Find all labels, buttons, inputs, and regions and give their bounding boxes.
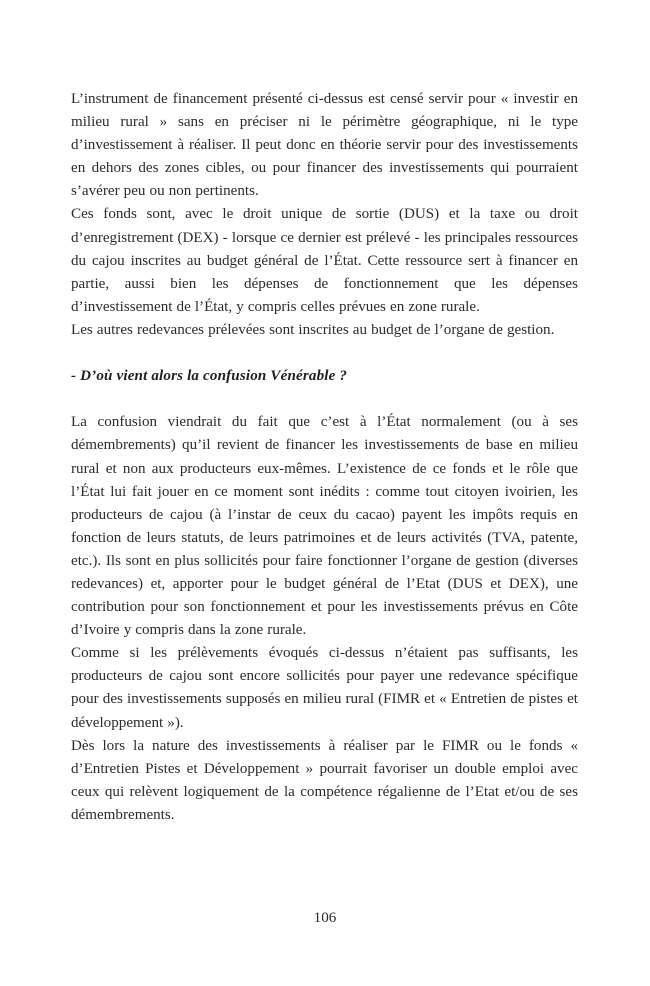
body-paragraph: Les autres redevances prélevées sont inscrites au budget de l’organe de gestion. — [71, 321, 555, 338]
body-paragraph: L’instrument de financement présenté ci-dessus est censé servir pour « investir en milieu rural » sans en préciser ni le périmètre géographique, ni le type d’investissement à réaliser. Il peut donc en théorie servir pour des investissements en dehors des zones cibles, ou pour financer des investissements qui pourraient s’avérer peu ou non pertinents. — [71, 91, 578, 200]
body-paragraph: Comme si les prélèvements évoqués ci-dessus n’étaient pas suffisants, les producteurs de cajou sont encore sollicités pour payer une redevance spécifique pour des investissements supposés en milieu rural (FIMR et « Entretien de pistes et développement »). — [71, 645, 578, 731]
paragraph-spacer — [71, 388, 578, 411]
page-text-block — [71, 88, 578, 827]
section-heading: - D’où vient alors la confusion Vénérable ? — [71, 368, 348, 385]
body-paragraph: Ces fonds sont, avec le droit unique de sortie (DUS) et la taxe ou droit d’enregistrement (DEX) - lorsque ce dernier est prélevé - les principales ressources du cajou inscrites au budget général de l’État. Cette ressource sert à financer en partie, aussi bien les dépenses de fonctionnement que les dépenses d’investissement de l’État, y compris celles prévues en zone rurale. — [71, 206, 578, 315]
body-paragraph: Dès lors la nature des investissements à réaliser par le FIMR ou le fonds « d’Entretien Pistes et Développement » pourrait favoriser un double emploi avec ceux qui relèvent logiquement de la compétence régalienne de l’Etat et/ou de ses démembrements. — [71, 737, 578, 823]
body-paragraph: La confusion viendrait du fait que c’est à l’État normalement (ou à ses démembrements) qu’il revient de financer les investissements de base en milieu rural et non aux producteurs eux-mêmes. L’existence de ce fonds et le rôle que l’État lui fait jouer en ce moment sont inédits : comme tout citoyen ivoirien, les producteurs de cajou (à l’instar de ceux du cacao) payent les impôts requis en fonction de leurs statuts, de leurs patrimoines et de leurs activités (TVA, patente, etc.). Ils sont en plus sollicités pour faire fonctionner l’organe de gestion (diverses redevances) et, apporter pour le budget général de l’Etat (DUS et DEX), une contribution pour son fonctionnement et pour les investissements prévus en Côte d’Ivoire y compris dans la zone rurale. — [71, 414, 578, 639]
paragraph-spacer — [71, 342, 578, 365]
page-number: 106 — [313, 910, 337, 926]
